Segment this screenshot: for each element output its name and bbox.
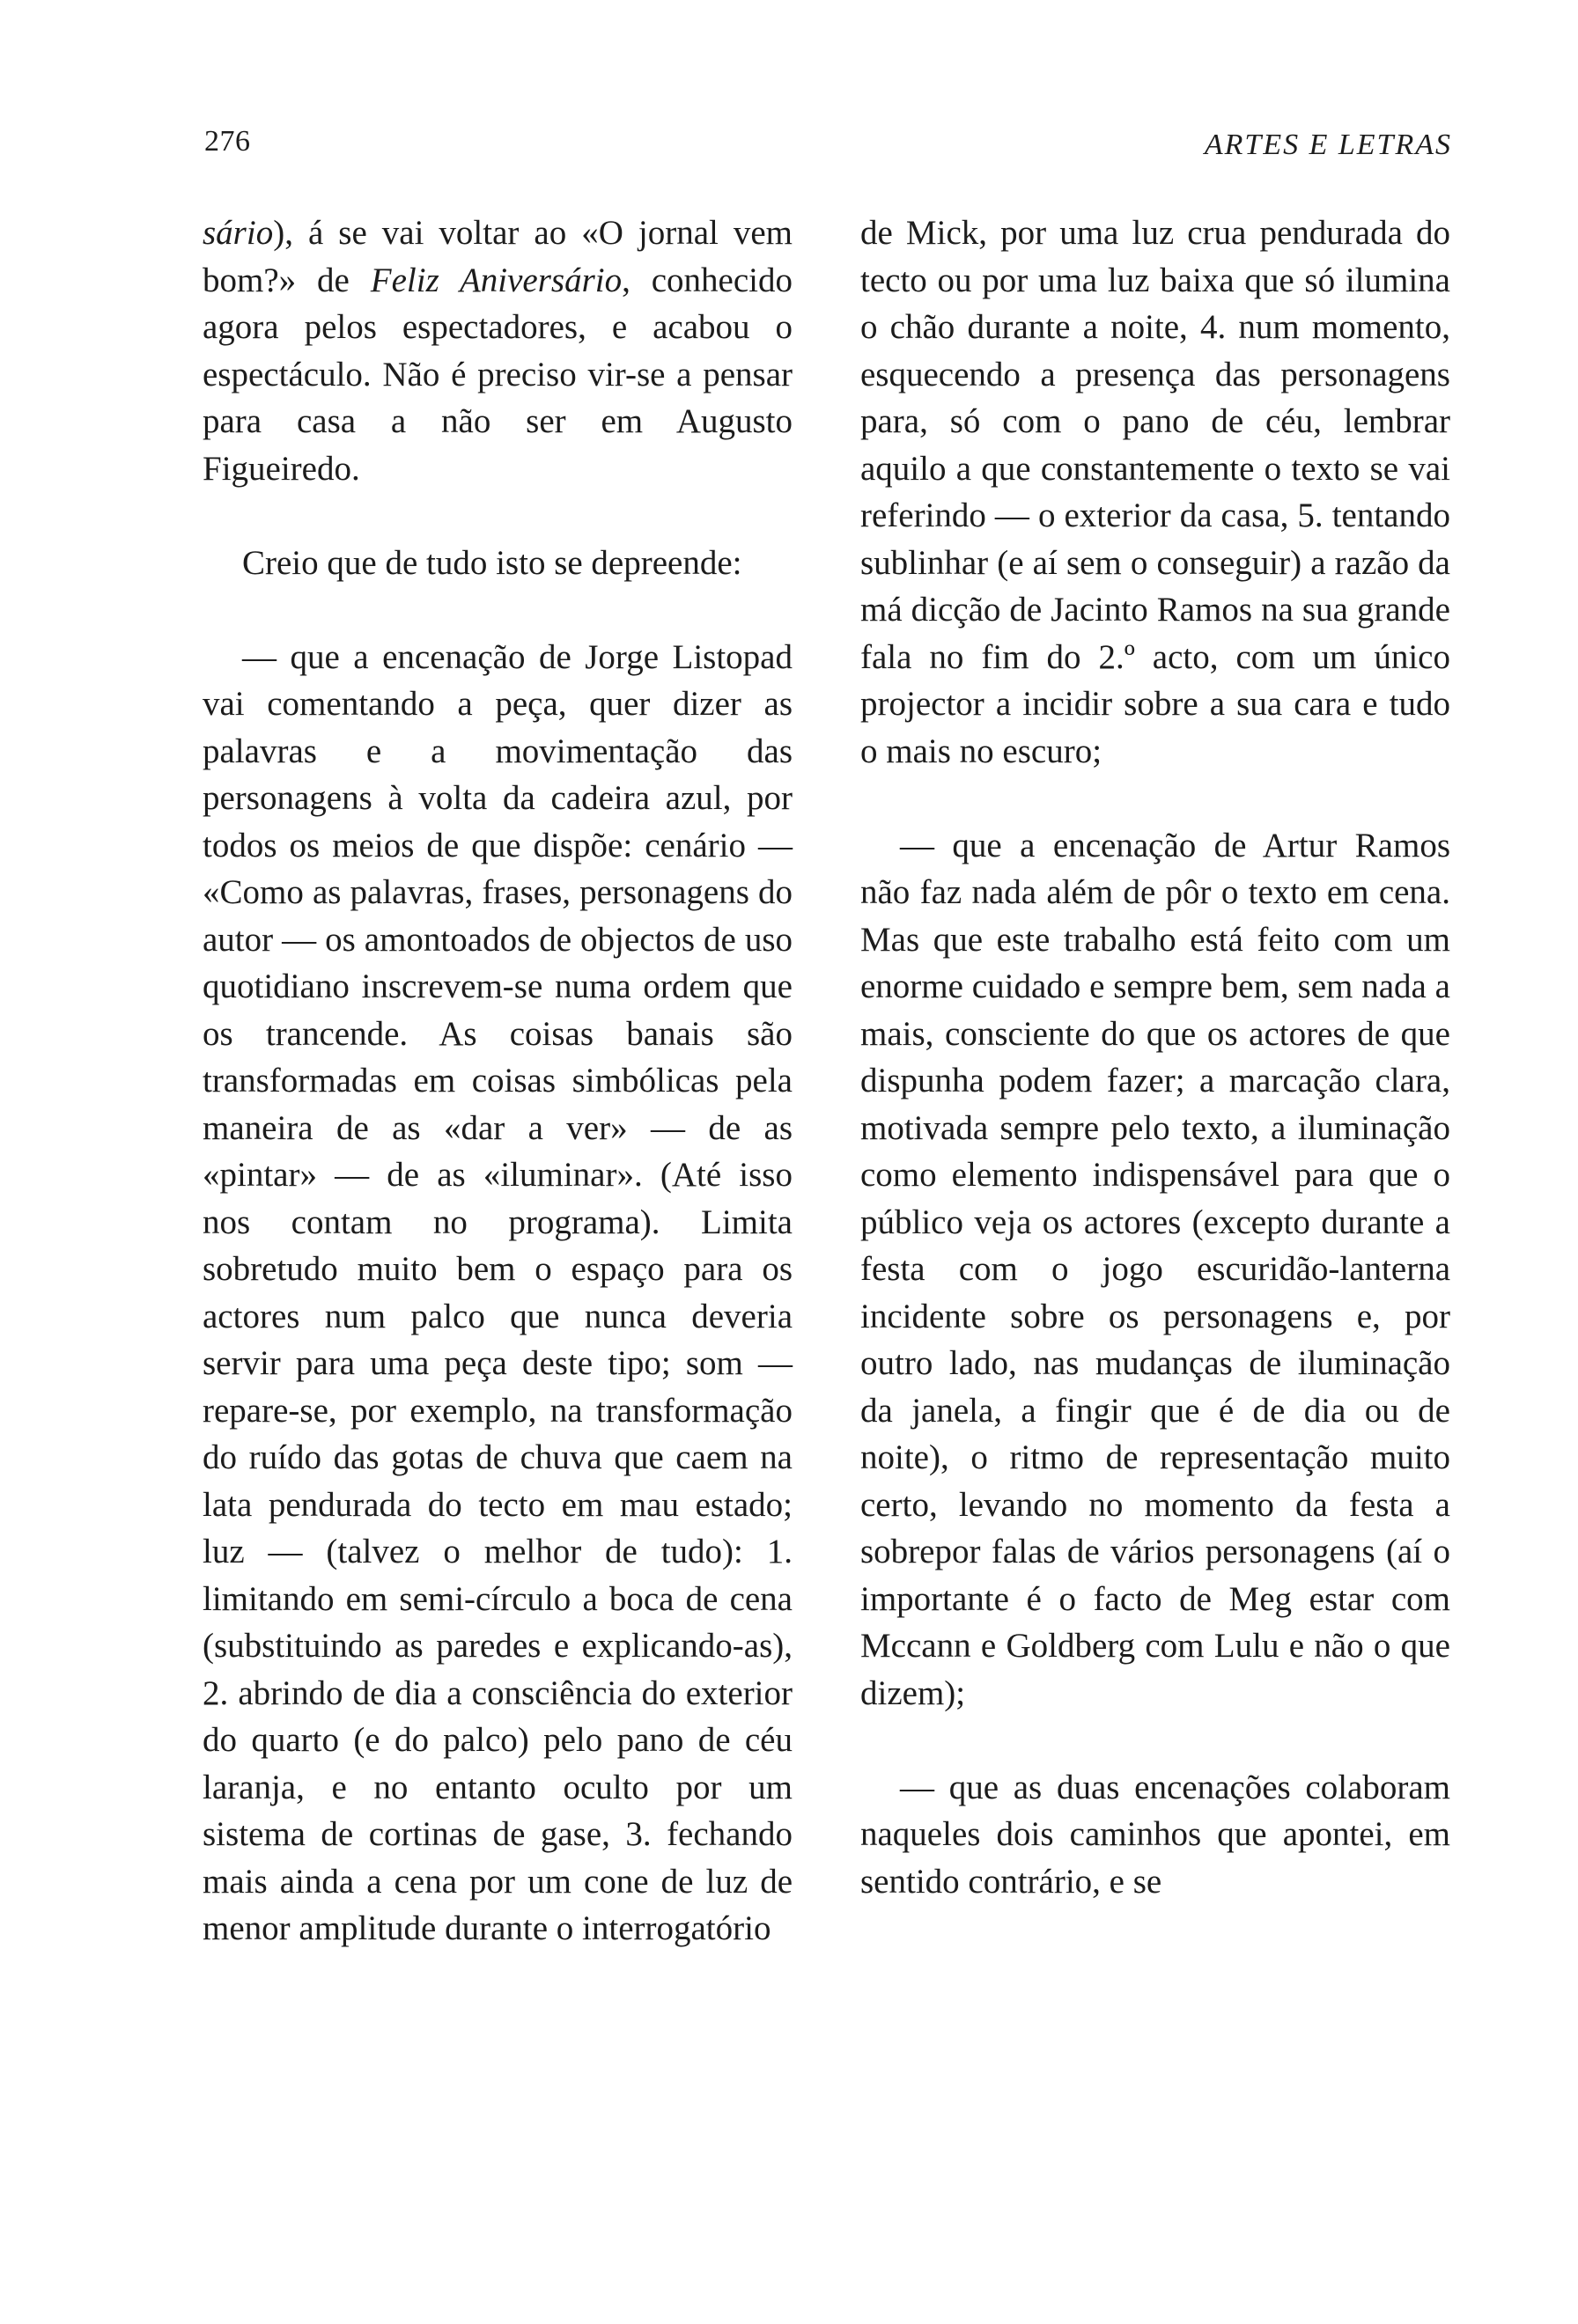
italic-title: Feliz Aniversário — [370, 261, 623, 299]
left-column — [203, 210, 793, 1953]
right-paragraph-1: de Mick, por uma luz crua pendurada do tecto ou por uma luz baixa que só ilumina o chão durante a noite, 4. num momento, esquecendo a presença das personagens para, só com o pano de céu, lembrar aquilo a que constantemente o texto se vai referindo — o exterior da casa, 5. tentando sublinhar (e aí sem o conseguir) a razão da má dicção de Jacinto Ramos na sua grande fala no fim do 2.º acto, com um único projector a incidir sobre a sua cara e tudo o mais no escuro; — [860, 214, 1450, 770]
right-paragraph-2: — que a encenação de Artur Ramos não faz nada além de pôr o texto em cena. Mas que este trabalho está feito com um enorme cuidado e sempre bem, sem nada a mais, consciente do que os actores de que dispunha podem fazer; a marcação clara, motivada sempre pelo texto, a iluminação como elemento indispensável para que o público veja os actores (excepto durante a festa com o jogo escuridão-lanterna incidente sobre os personagens e, por outro lado, nas mudanças de iluminação da janela, a fingir que é de dia ou de noite), o ritmo de representação muito certo, levando no momento da festa a sobrepor falas de vários personagens (aí o importante é o facto de Meg estar com Mccann e Goldberg com Lulu e não o que dizem); — [860, 826, 1450, 1712]
page-number: 276 — [204, 125, 251, 158]
italic-word: sário — [203, 214, 274, 252]
text-run: ), á se vai voltar ao «O jornal vem bom?» de — [203, 214, 793, 299]
text-run: , conhecido agora pelos espectadores, e acabou o espectáculo. Não é preciso vir-se a pensar para casa a não ser em Augusto Figueiredo. — [203, 261, 793, 488]
right-column — [860, 210, 1450, 1905]
running-head: ARTES E LETRAS — [1204, 129, 1452, 161]
left-paragraph-3: — que a encenação de Jorge Listopad vai comentando a peça, quer dizer as palavras e a movimentação das personagens à volta da cadeira azul, por todos os meios de que dispõe: cenário — «Como as palavras, frases, personagens do autor — os amontoados de objectos de uso quotidiano inscrevem-se numa ordem que os trancende. As coisas banais são transformadas em coisas simbólicas pela maneira de as «dar a ver» — de as «pintar» — de as «iluminar». (Até isso nos contam no programa). Limita sobretudo muito bem o espaço para os actores num palco que nunca deveria servir para uma peça deste tipo; som — repare-se, por exemplo, na transformação do ruído das gotas de chuva que caem na lata pendurada do tecto em mau estado; luz — (talvez o melhor de tudo): 1. limitando em semi-círculo a boca de cena (substituindo as paredes e explicando-as), 2. abrindo de dia a consciência do exterior do quarto (e do palco) pelo pano de céu laranja, e no entanto oculto por um sistema de cortinas de gase, 3. fechando mais ainda a cena por um cone de luz de menor amplitude durante o interrogatório — [203, 637, 793, 1947]
left-paragraph-1 — [203, 210, 793, 492]
left-paragraph-2: Creio que de tudo isto se depreende: — [242, 543, 742, 582]
right-paragraph-3: — que as duas encenações colaboram naqueles dois caminhos que apontei, em sentido contrário, e se — [860, 1768, 1450, 1901]
